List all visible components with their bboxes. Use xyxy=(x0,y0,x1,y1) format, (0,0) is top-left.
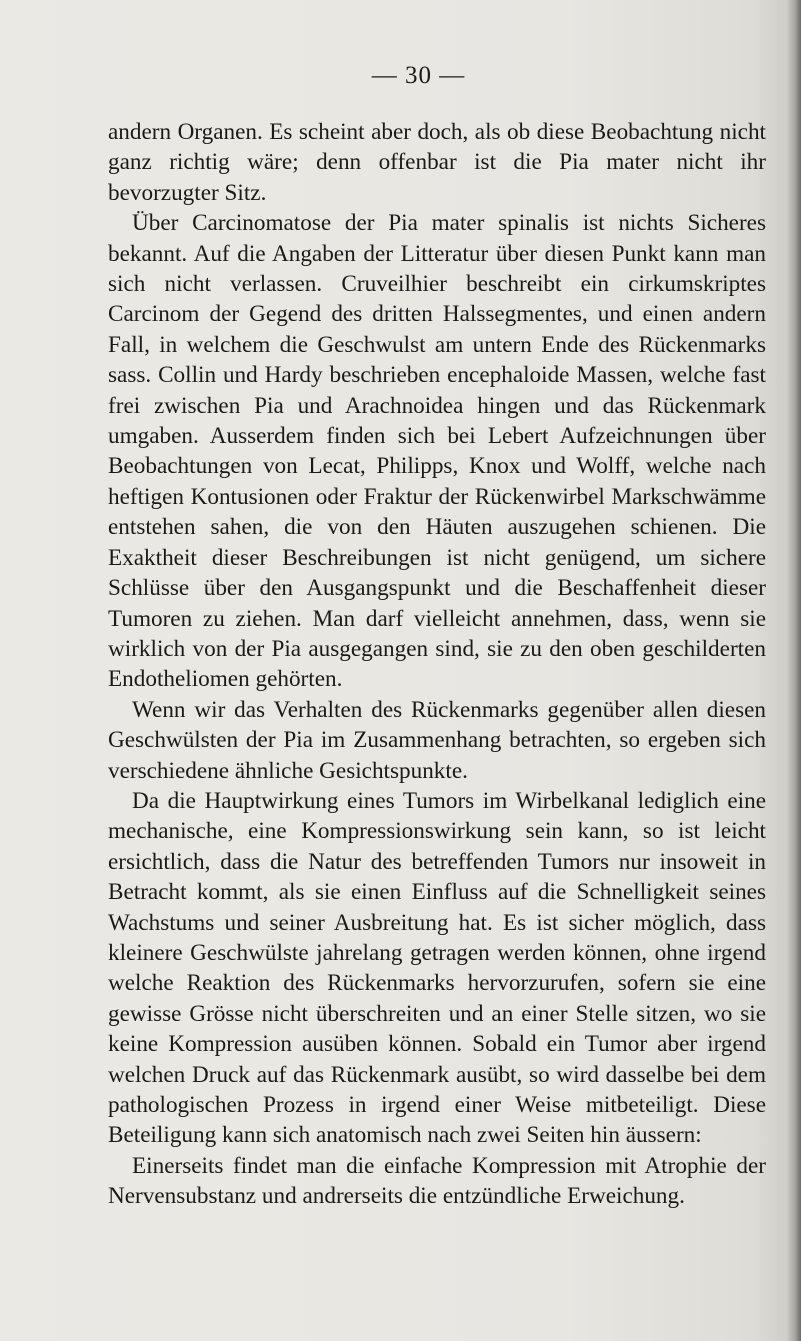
page-edge-shadow xyxy=(787,0,801,1341)
paragraph: Da die Hauptwirkung eines Tumors im Wirbelkanal lediglich eine mechanische, eine Kompressionswirkung sein kann, so ist leicht ersichtlich, dass die Natur des betreffenden Tumors nur insoweit in Betracht kommt, als sie einen Einfluss auf die Schnelligkeit seines Wachstums und seiner Ausbreitung hat. Es ist sicher möglich, dass kleinere Geschwülste jahrelang getragen werden können, ohne irgend welche Reaktion des Rückenmarks hervorzurufen, sofern sie eine gewisse Grösse nicht überschreiten und an einer Stelle sitzen, wo sie keine Kompression ausüben können. Sobald ein Tumor aber irgend welchen Druck auf das Rückenmark ausübt, so wird dasselbe bei dem pathologischen Prozess in irgend einer Weise mitbeteiligt. Diese Beteiligung kann sich anatomisch nach zwei Seiten hin äussern: xyxy=(108,787,766,1149)
paragraph: Über Carcinomatose der Pia mater spinalis ist nichts Sicheres bekannt. Auf die Angaben der Litteratur über diesen Punkt kann man sich nicht verlassen. Cruveilhier beschreibt ein cirkumskriptes Carcinom der Gegend des dritten Halssegmentes, und einen andern Fall, in welchem die Geschwulst am untern Ende des Rückenmarks sass. Collin und Hardy beschrieben encephaloide Massen, welche fast frei zwischen Pia und Arachnoidea hingen und das Rückenmark umgaben. Ausserdem finden sich bei Lebert Aufzeichnungen über Beobachtungen von Lecat, Philipps, Knox und Wolff, welche nach heftigen Kontusionen oder Fraktur der Rückenwirbel Markschwämme entstehen sahen, die von den Häuten auszugehen schienen. Die Exaktheit dieser Beschreibungen ist nicht genügend, um sichere Schlüsse über den Ausgangspunkt und die Beschaffenheit dieser Tumoren zu ziehen. Man darf vielleicht annehmen, dass, wenn sie wirklich von der Pia ausgegangen sind, sie zu den oben geschilderten Endotheliomen gehörten. xyxy=(108,210,766,693)
paragraph: Wenn wir das Verhalten des Rückenmarks gegenüber allen diesen Geschwülsten der Pia im Zusammenhang betrachten, so ergeben sich verschiedene ähnliche Gesichtspunkte. xyxy=(108,696,766,784)
paragraph: Einerseits findet man die einfache Kompression mit Atrophie der Nervensubstanz und andrerseits die entzündliche Erweichung. xyxy=(108,1152,766,1210)
paragraph: andern Organen. Es scheint aber doch, als ob diese Beobachtung nicht ganz richtig wäre; denn offenbar ist die Pia mater nicht ihr bevorzugter Sitz. xyxy=(108,119,766,206)
page-number: — 30 — xyxy=(371,62,466,89)
body-text xyxy=(108,117,766,1212)
